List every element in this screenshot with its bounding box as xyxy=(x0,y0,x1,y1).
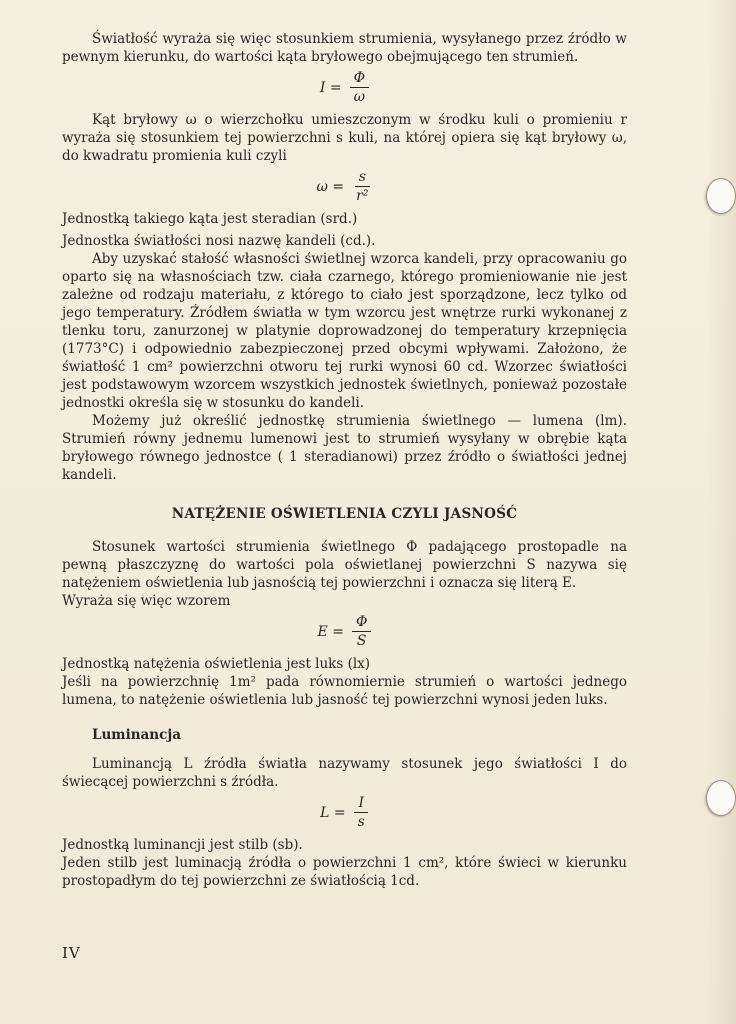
formula-lhs: ω = xyxy=(316,178,345,195)
formula-numerator: I xyxy=(354,795,368,813)
page-number: IV xyxy=(62,944,81,962)
page-content xyxy=(62,30,627,890)
page-edge-shadow xyxy=(708,0,736,1024)
formula-illuminance xyxy=(62,614,627,649)
formula-numerator: s xyxy=(355,169,370,187)
section-heading-illuminance: NATĘŻENIE OŚWIETLENIA CZYLI JASNOŚĆ xyxy=(171,506,518,522)
paragraph-lux-definition: Jeśli na powierzchnię 1m² pada równomiernie strumień o wartości jednego lumena, to natężenie oświetlenia lub jasność tej powierzchni wynosi jeden luks. xyxy=(62,674,627,708)
section-heading-luminance: Luminancja xyxy=(92,727,181,743)
paragraph-steradian: Jednostką takiego kąta jest steradian (srd.) xyxy=(62,211,358,227)
paragraph-illuminance: Stosunek wartości strumienia świetlnego Φ padającego prostopadle na pewną płaszczyznę do wartości pola oświetlanej powierzchni S nazywa się natężeniem oświetlenia lub jasnością tej powierzchni i oznacza się literą E. xyxy=(62,539,627,591)
paragraph-luminance: Luminancją L źródła światła nazywamy stosunek jego światłości I do świecącej powierzchni s źródła. xyxy=(62,756,627,790)
paragraph-candela-standard: Aby uzyskać stałość własności świetlnej wzorca kandeli, przy opracowaniu go oparto się na własnościach tzw. ciała czarnego, którego promieniowanie nie jest zależne od rodzaju materiału, z którego to ciało jest sporządzone, lecz tylko od jego temperatury. Źródłem światła w tym wzorcu jest wnętrze rurki wykonanej z tlenku toru, zanurzonej w platynie doprowadzonej do temperatury krzepnięcia (1773°C) i odpowiednio zabezpieczonej przed obcymi wpływami. Założono, że światłość 1 cm² powierzchni otworu tej rurki wynosi 60 cd. Wzorzec światłości jest podstawowym wzorcem wszystkich jednostek świetlnych, ponieważ pozostałe jednostki określa się w stosunku do kandeli. xyxy=(62,251,627,411)
punch-hole-top xyxy=(706,178,736,214)
paragraph-stilb-definition: Jeden stilb jest luminacją źródła o powierzchni 1 cm², które świeci w kierunku prostopadłym do tej powierzchni ze światłością 1cd. xyxy=(62,855,627,889)
formula-luminance xyxy=(62,795,627,830)
paragraph-stilb-unit: Jednostką luminancji jest stilb (sb). xyxy=(62,837,303,853)
formula-lhs: E = xyxy=(317,623,344,640)
paragraph-solid-angle: Kąt bryłowy ω o wierzchołku umieszczonym w środku kuli o promieniu r wyraża się stosunkiem tej powierzchni s kuli, na której opiera się kąt bryłowy ω, do kwadratu promienia kuli czyli xyxy=(62,112,627,164)
formula-lhs: L = xyxy=(320,804,346,821)
formula-denominator: S xyxy=(356,633,367,649)
paragraph-luminous-intensity: Światłość wyraża się więc stosunkiem strumienia, wysyłanego przez źródło w pewnym kierunku, do wartości kąta bryłowego obejmującego ten strumień. xyxy=(62,31,627,65)
formula-denominator: s xyxy=(357,814,365,830)
paragraph-lux-unit: Jednostką natężenia oświetlenia jest luks (lx) xyxy=(62,656,371,672)
formula-denominator: r² xyxy=(356,188,369,204)
formula-numerator: Φ xyxy=(350,70,369,88)
formula-denominator: ω xyxy=(353,89,366,105)
paragraph-lumen: Możemy już określić jednostkę strumienia świetlnego — lumena (lm). Strumień równy jednemu lumenowi jest to strumień wysyłany w obrębie kąta bryłowego równego jednostce ( 1 steradianowi) przez źródło o światłości jednej kandeli. xyxy=(62,413,627,483)
formula-lhs: I = xyxy=(319,79,342,96)
paragraph-formula-intro: Wyraża się więc wzorem xyxy=(62,593,231,609)
punch-hole-bottom xyxy=(706,780,736,816)
formula-intensity xyxy=(62,70,627,105)
paragraph-candela: Jednostka światłości nosi nazwę kandeli (cd.). xyxy=(62,233,376,249)
formula-numerator: Φ xyxy=(352,614,371,632)
formula-solid-angle xyxy=(62,169,627,204)
